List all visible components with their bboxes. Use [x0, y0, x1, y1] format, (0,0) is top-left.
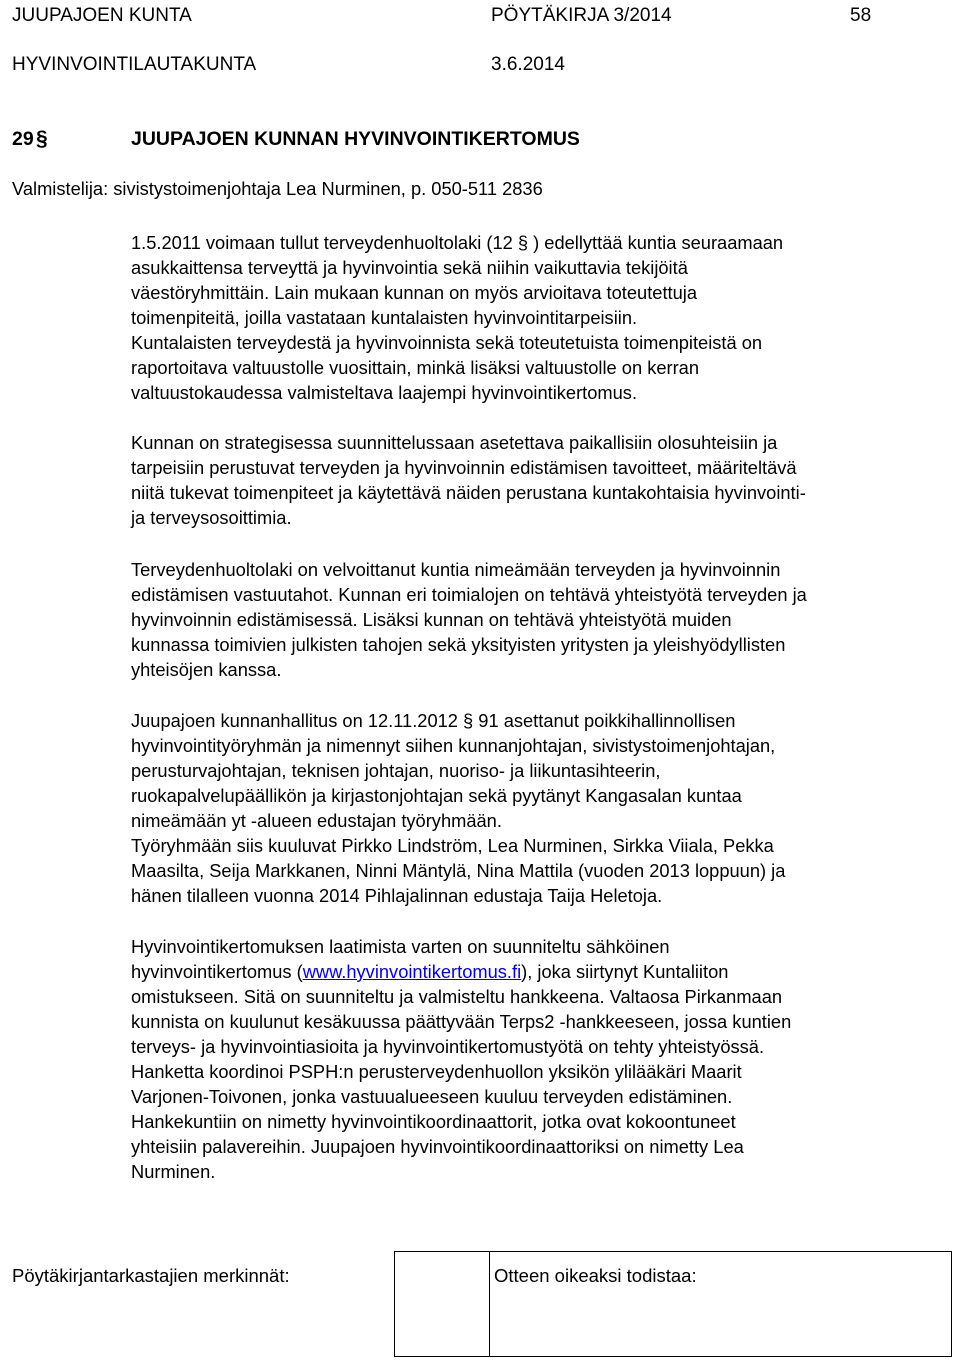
body-line: yhteisöjen kanssa.: [131, 659, 282, 680]
body-line: perusturvajohtajan, teknisen johtajan, nuoriso- ja liikuntasihteerin,: [131, 760, 661, 781]
footer-certify-label: Otteen oikeaksi todistaa:: [494, 1265, 697, 1286]
preparer-line: Valmistelija: sivistystoimenjohtaja Lea Nurminen, p. 050-511 2836: [12, 178, 543, 199]
body-line: omistukseen. Sitä on suunniteltu ja valmisteltu hankkeena. Valtaosa Pirkanmaan: [131, 986, 783, 1007]
section-symbol: §: [36, 127, 48, 150]
header-municipality: JUUPAJOEN KUNTA: [12, 5, 192, 26]
body-line: kunnassa toimivien julkisten tahojen sekä yksityisten yritysten ja yleishyödyllisten: [131, 634, 786, 655]
body-line-with-link: [131, 961, 728, 983]
header-doc-title: PÖYTÄKIRJA 3/2014: [491, 5, 672, 26]
body-line: ruokapalvelupäällikön ja kirjastonjohtajan sekä pyytänyt Kangasalan kuntaa: [131, 785, 742, 806]
body-line: hänen tilalleen vuonna 2014 Pihlajalinnan edustaja Taija Heletoja.: [131, 885, 663, 906]
body-line: niitä tukevat toimenpiteet ja käytettävä näiden perustana kuntakohtaisia hyvinvointi-: [131, 482, 806, 503]
body-line: Varjonen-Toivonen, jonka vastuualueeseen kuuluu terveyden edistäminen.: [131, 1086, 733, 1107]
header-date: 3.6.2014: [491, 54, 565, 75]
body-line: toimenpiteitä, joilla vastataan kuntalaisten hyvinvointitarpeisiin.: [131, 307, 638, 328]
body-line: ja terveysosoittimia.: [131, 507, 292, 528]
body-line: raportoitava valtuustolle vuosittain, minkä lisäksi valtuustolle on kerran: [131, 357, 700, 378]
header-board: HYVINVOINTILAUTAKUNTA: [12, 54, 257, 75]
body-line: Hyvinvointikertomuksen laatimista varten on suunniteltu sähköinen: [131, 936, 670, 957]
body-line: kunnista on kuulunut kesäkuussa päättyvään Terps2 -hankkeeseen, jossa kuntien: [131, 1011, 792, 1032]
body-line: edistämisen vastuutahot. Kunnan eri toimialojen on tehtävä yhteistyötä terveyden ja: [131, 584, 807, 605]
body-line: valtuustokaudessa valmisteltava laajempi hyvinvointikertomus.: [131, 382, 638, 403]
header-page-number: 58: [850, 5, 872, 26]
body-text: ), joka siirtynyt Kuntaliiton: [521, 961, 729, 982]
body-line: Hankekuntiin on nimetty hyvinvointikoordinaattorit, jotka ovat kokoontuneet: [131, 1111, 736, 1132]
body-line: Nurminen.: [131, 1161, 216, 1182]
body-line: Maasilta, Seija Markkanen, Ninni Mäntylä, Nina Mattila (vuoden 2013 loppuun) ja: [131, 860, 786, 881]
body-line: hyvinvoinnin edistämisessä. Lisäksi kunnan on tehtävä yhteistyötä muiden: [131, 609, 732, 630]
body-line: väestöryhmittäin. Lain mukaan kunnan on myös arvioitava toteutettuja: [131, 282, 698, 303]
body-line: Hanketta koordinoi PSPH:n perusterveydenhuollon yksikön ylilääkäri Maarit: [131, 1061, 742, 1082]
body-line: nimeämään yt -alueen edustajan työryhmään.: [131, 810, 502, 831]
body-line: yhteisiin palavereihin. Juupajoen hyvinvointikoordinaattoriksi on nimetty Lea: [131, 1136, 744, 1157]
body-line: Terveydenhuoltolaki on velvoittanut kuntia nimeämään terveyden ja hyvinvoinnin: [131, 559, 781, 580]
body-line: 1.5.2011 voimaan tullut terveydenhuoltolaki (12 § ) edellyttää kuntia seuraamaan: [131, 232, 784, 253]
body-line: tarpeisiin perustuvat terveyden ja hyvinvoinnin edistämisen tavoitteet, määriteltävä: [131, 457, 797, 478]
section-number: 29: [12, 128, 34, 150]
body-line: hyvinvointityöryhmän ja nimennyt siihen kunnanjohtajan, sivistystoimenjohtajan,: [131, 735, 776, 756]
body-line: Kunnan on strategisessa suunnittelussaan asetettava paikallisiin olosuhteisiin ja: [131, 432, 778, 453]
body-line: Juupajoen kunnanhallitus on 12.11.2012 § 91 asettanut poikkihallinnollisen: [131, 710, 736, 731]
hyvinvointikertomus-link[interactable]: www.hyvinvointikertomus.fi: [302, 961, 522, 982]
body-line: Työryhmään siis kuuluvat Pirkko Lindström, Lea Nurminen, Sirkka Viiala, Pekka: [131, 835, 774, 856]
footer-review-label: Pöytäkirjantarkastajien merkinnät:: [12, 1265, 290, 1286]
footer-box-divider: [395, 1252, 490, 1356]
body-line: terveys- ja hyvinvointiasioita ja hyvinvointikertomustyötä on tehty yhteistyössä.: [131, 1036, 765, 1057]
body-line: Kuntalaisten terveydestä ja hyvinvoinnista sekä toteutetuista toimenpiteistä on: [131, 332, 763, 353]
body-text: hyvinvointikertomus (: [131, 961, 303, 982]
body-line: asukkaittensa terveyttä ja hyvinvointia sekä niihin vaikuttavia tekijöitä: [131, 257, 688, 278]
section-title: JUUPAJOEN KUNNAN HYVINVOINTIKERTOMUS: [131, 128, 580, 150]
